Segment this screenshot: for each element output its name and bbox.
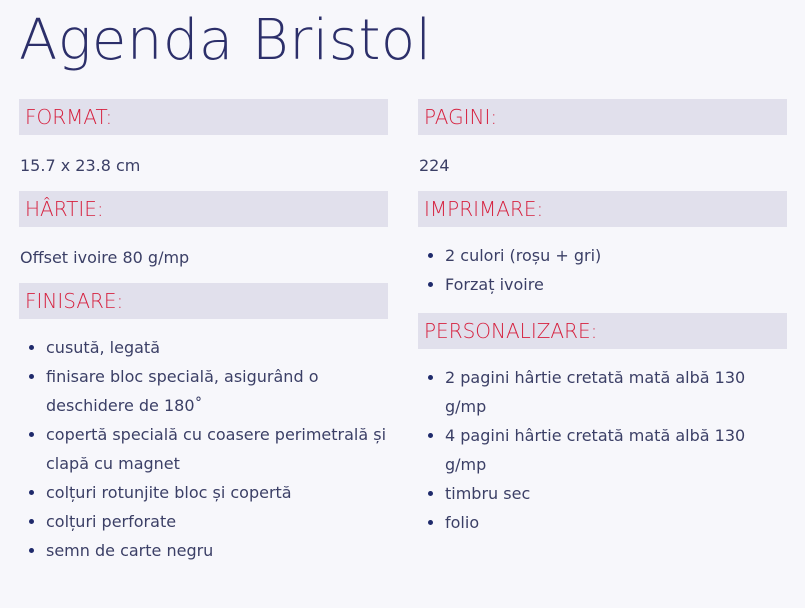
format-header: FORMAT: [19, 99, 388, 135]
list-item: • Forzaț ivoire [445, 270, 787, 299]
finisare-list [19, 333, 388, 565]
right-column [418, 99, 787, 537]
list-item: • copertă specială cu coasere perimetrală și clapă cu magnet [46, 420, 388, 478]
imprimare-header: IMPRIMARE: [418, 191, 787, 227]
list-item: • finisare bloc specială, asigurând o deschidere de 180˚ [46, 362, 388, 420]
finisare-header: FINISARE: [19, 283, 388, 319]
left-column [19, 99, 388, 565]
hartie-header: HÂRTIE: [19, 191, 388, 227]
personalizare-list [418, 363, 787, 537]
list-item: • 4 pagini hârtie cretată mată albă 130 g/mp [445, 421, 787, 479]
personalizare-header: PERSONALIZARE: [418, 313, 787, 349]
list-item: • folio [445, 508, 787, 537]
list-item: • 2 pagini hârtie cretată mată albă 130 g/mp [445, 363, 787, 421]
pagini-value: 224 [419, 156, 450, 175]
list-item: • timbru sec [445, 479, 787, 508]
list-item: • semn de carte negru [46, 536, 388, 565]
imprimare-list [418, 241, 787, 299]
hartie-value: Offset ivoire 80 g/mp [20, 248, 190, 267]
list-item: • cusută, legată [46, 333, 388, 362]
format-value: 15.7 x 23.8 cm [20, 156, 141, 175]
list-item: • colțuri rotunjite bloc și copertă [46, 478, 388, 507]
pagini-header: PAGINI: [418, 99, 787, 135]
page-title: Agenda Bristol [19, 8, 432, 73]
list-item: • colțuri perforate [46, 507, 388, 536]
list-item: • 2 culori (roșu + gri) [445, 241, 787, 270]
